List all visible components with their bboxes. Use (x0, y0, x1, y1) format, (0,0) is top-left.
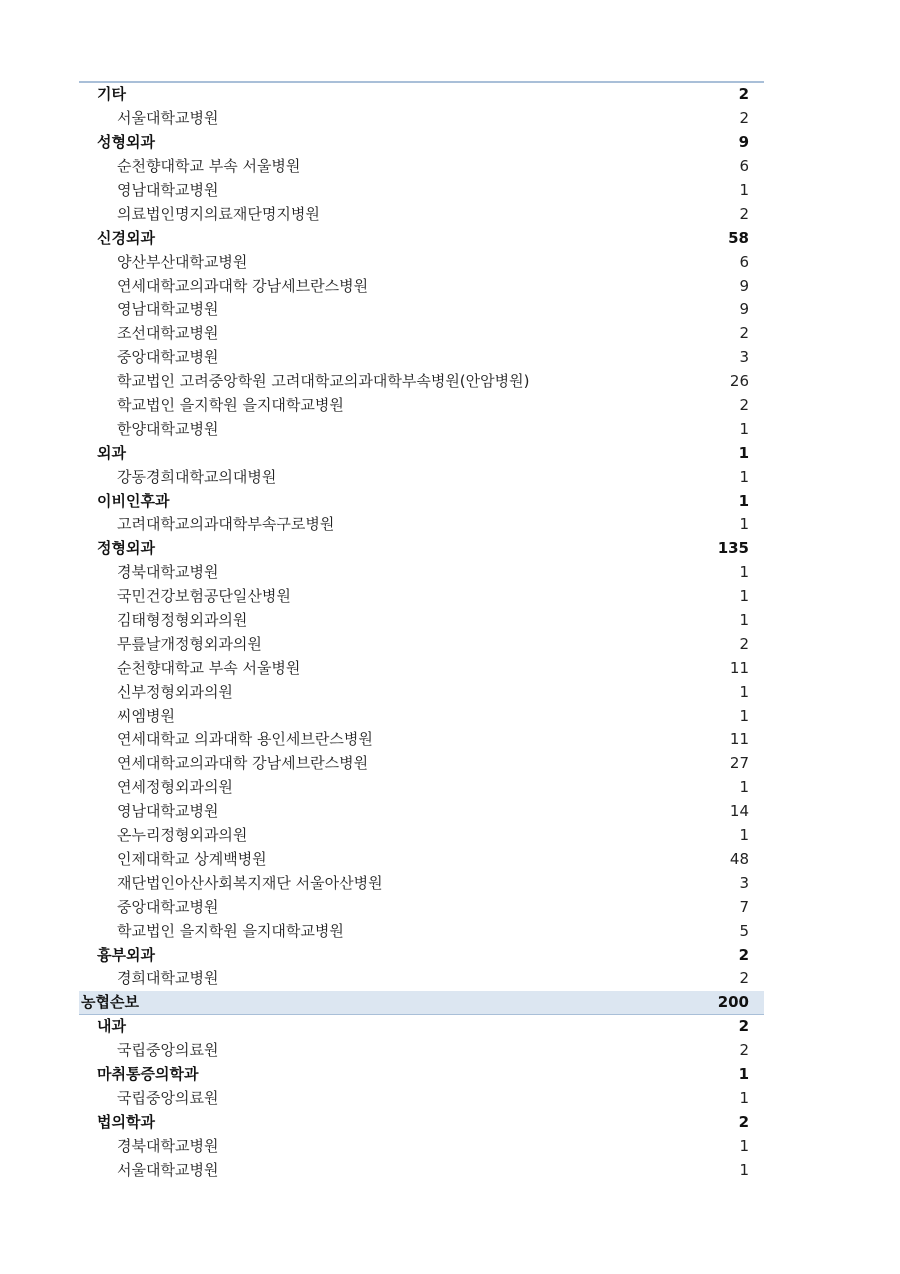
hosp-count: 1 (739, 563, 749, 582)
hosp-label: 양산부산대학교병원 (117, 252, 248, 271)
hosp-count: 14 (729, 802, 749, 821)
hosp-label: 영남대학교병원 (117, 802, 219, 821)
hospital-row (79, 465, 764, 489)
hosp-count: 1 (739, 1160, 749, 1179)
hospital-row (79, 298, 764, 322)
hospital-row (79, 155, 764, 179)
hospital-row (79, 1039, 764, 1063)
department-row (79, 83, 764, 107)
department-row (79, 1015, 764, 1039)
hosp-label: 경희대학교병원 (117, 969, 219, 988)
hosp-label: 한양대학교병원 (117, 419, 219, 438)
hosp-label: 경북대학교병원 (117, 563, 219, 582)
hospital-row (79, 585, 764, 609)
dept-count: 2 (738, 85, 749, 104)
hosp-count: 2 (739, 204, 749, 223)
department-row (79, 226, 764, 250)
hospital-row (79, 346, 764, 370)
hosp-label: 서울대학교병원 (117, 109, 219, 128)
dept-label: 내과 (97, 1017, 126, 1036)
hospital-row (79, 1086, 764, 1110)
hosp-label: 순천향대학교 부속 서울병원 (117, 157, 301, 176)
hospital-row (79, 680, 764, 704)
hospital-row (79, 800, 764, 824)
hosp-count: 11 (729, 730, 749, 749)
hospital-row (79, 394, 764, 418)
dept-label: 법의학과 (97, 1112, 155, 1131)
hosp-label: 학교법인 고려중앙학원 고려대학교의과대학부속병원(안암병원) (117, 372, 530, 391)
dept-label: 신경외과 (97, 228, 155, 247)
dept-count: 1 (738, 491, 749, 510)
dept-count: 2 (738, 1112, 749, 1131)
hosp-label: 국립중앙의료원 (117, 1088, 219, 1107)
hospital-row (79, 752, 764, 776)
insurer-label: 농협손보 (81, 992, 139, 1011)
hosp-label: 국립중앙의료원 (117, 1041, 219, 1060)
hosp-label: 경북대학교병원 (117, 1136, 219, 1155)
hospital-row (79, 1134, 764, 1158)
hosp-count: 6 (739, 157, 749, 176)
department-row (79, 131, 764, 155)
hosp-count: 1 (739, 682, 749, 701)
pivot-report (79, 81, 764, 1182)
hosp-count: 1 (739, 826, 749, 845)
insurer-count: 200 (717, 992, 749, 1011)
hosp-count: 1 (739, 1088, 749, 1107)
hospital-row (79, 322, 764, 346)
hosp-label: 연세대학교의과대학 강남세브란스병원 (117, 754, 369, 773)
dept-label: 이비인후과 (97, 491, 170, 510)
hosp-count: 1 (739, 419, 749, 438)
hosp-count: 3 (739, 348, 749, 367)
hospital-row (79, 513, 764, 537)
hospital-row (79, 871, 764, 895)
hospital-row (79, 202, 764, 226)
hosp-count: 1 (739, 778, 749, 797)
hosp-count: 2 (739, 969, 749, 988)
hosp-label: 재단법인아산사회복지재단 서울아산병원 (117, 873, 383, 892)
hosp-label: 연세정형외과의원 (117, 778, 233, 797)
hosp-label: 인제대학교 상계백병원 (117, 849, 267, 868)
hosp-count: 1 (739, 587, 749, 606)
hospital-row (79, 370, 764, 394)
hosp-count: 1 (739, 181, 749, 199)
hosp-count: 1 (739, 467, 749, 486)
hospital-row (79, 274, 764, 298)
hosp-label: 고려대학교의과대학부속구로병원 (117, 515, 335, 534)
department-row (79, 1110, 764, 1134)
dept-count: 9 (738, 133, 749, 152)
hosp-count: 27 (729, 754, 749, 773)
hosp-label: 온누리정형외과의원 (117, 826, 248, 845)
department-row (79, 441, 764, 465)
dept-count: 2 (738, 1017, 749, 1036)
hosp-count: 11 (729, 658, 749, 677)
dept-label: 성형외과 (97, 133, 155, 152)
hosp-label: 조선대학교병원 (117, 324, 219, 343)
hosp-label: 중앙대학교병원 (117, 348, 219, 367)
hosp-label: 학교법인 을지학원 을지대학교병원 (117, 921, 344, 940)
hospital-row (79, 632, 764, 656)
department-row (79, 943, 764, 967)
hospital-row (79, 919, 764, 943)
hosp-count: 2 (739, 109, 749, 128)
hosp-label: 신부정형외과의원 (117, 682, 233, 701)
hospital-row (79, 1158, 764, 1182)
hosp-count: 9 (739, 276, 749, 295)
hosp-label: 의료법인명지의료재단명지병원 (117, 204, 320, 223)
hosp-count: 2 (739, 634, 749, 653)
hosp-label: 강동경희대학교의대병원 (117, 467, 277, 486)
hospital-row (79, 824, 764, 848)
hosp-label: 영남대학교병원 (117, 300, 219, 319)
hosp-label: 연세대학교 의과대학 용인세브란스병원 (117, 730, 373, 749)
hosp-count: 48 (729, 849, 749, 868)
hosp-label: 순천향대학교 부속 서울병원 (117, 658, 301, 677)
hospital-row (79, 704, 764, 728)
hosp-count: 7 (739, 897, 749, 916)
hospital-row (79, 656, 764, 680)
hospital-row (79, 107, 764, 131)
dept-count: 2 (738, 945, 749, 964)
department-row (79, 537, 764, 561)
dept-count: 1 (738, 1064, 749, 1083)
hosp-label: 학교법인 을지학원 을지대학교병원 (117, 396, 344, 415)
dept-label: 기타 (97, 85, 126, 104)
hospital-row (79, 250, 764, 274)
hosp-label: 국민건강보험공단일산병원 (117, 587, 291, 606)
hospital-row (79, 848, 764, 872)
dept-label: 외과 (97, 443, 126, 462)
dept-label: 흉부외과 (97, 945, 155, 964)
hosp-label: 김태형정형외과의원 (117, 611, 248, 630)
hospital-row (79, 967, 764, 991)
hospital-row (79, 728, 764, 752)
hosp-count: 6 (739, 252, 749, 271)
department-row (79, 489, 764, 513)
hosp-count: 26 (729, 372, 749, 391)
hosp-label: 영남대학교병원 (117, 181, 219, 199)
hosp-label: 무릎날개정형외과의원 (117, 634, 262, 653)
hospital-row (79, 417, 764, 441)
hosp-count: 3 (739, 873, 749, 892)
dept-count: 135 (717, 539, 749, 558)
hosp-label: 중앙대학교병원 (117, 897, 219, 916)
hosp-count: 1 (739, 706, 749, 725)
hospital-row (79, 561, 764, 585)
hosp-count: 2 (739, 324, 749, 343)
hosp-count: 2 (739, 396, 749, 415)
hospital-row (79, 895, 764, 919)
hosp-count: 1 (739, 611, 749, 630)
hospital-row (79, 179, 764, 203)
hosp-count: 1 (739, 1136, 749, 1155)
dept-count: 1 (738, 443, 749, 462)
department-row (79, 1063, 764, 1087)
dept-count: 58 (728, 228, 749, 247)
dept-label: 마취통증의학과 (97, 1064, 199, 1083)
hospital-row (79, 609, 764, 633)
hospital-row (79, 776, 764, 800)
hosp-label: 서울대학교병원 (117, 1160, 219, 1179)
insurer-total-row (79, 991, 764, 1015)
hosp-count: 1 (739, 515, 749, 534)
hosp-label: 연세대학교의과대학 강남세브란스병원 (117, 276, 369, 295)
hosp-label: 씨엠병원 (117, 706, 175, 725)
hosp-count: 5 (739, 921, 749, 940)
hosp-count: 9 (739, 300, 749, 319)
dept-label: 정형외과 (97, 539, 155, 558)
hosp-count: 2 (739, 1041, 749, 1060)
